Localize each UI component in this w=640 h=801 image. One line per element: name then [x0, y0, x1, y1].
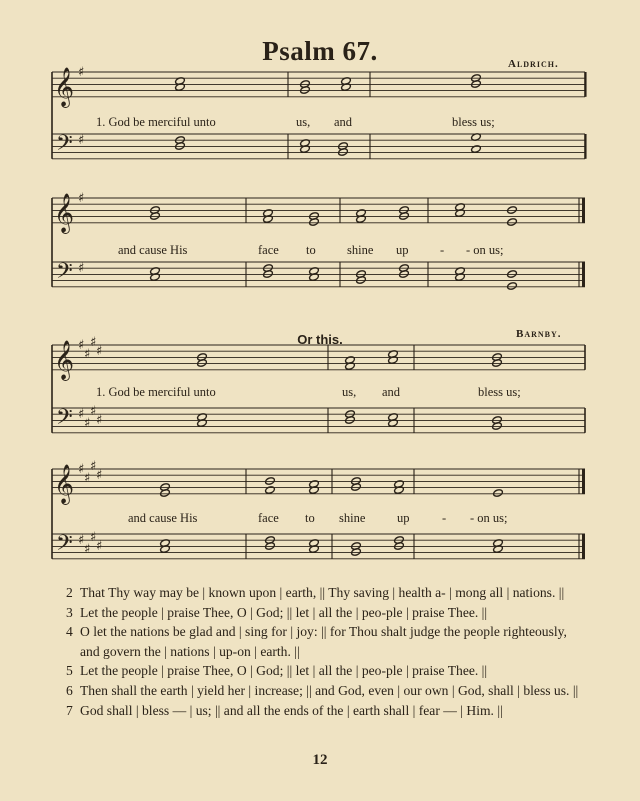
lyric-t1-l1-c: and: [334, 115, 353, 129]
sharp-icon: ♯: [78, 261, 85, 276]
lyric-t1-l2-b: face: [258, 243, 279, 257]
composer-aldrich: Aldrich.: [508, 58, 559, 70]
lyric-t2-l2-d: shine: [339, 511, 366, 525]
lyric-t1-l1-b: us,: [296, 115, 311, 129]
lyric-t2-l1-b: us,: [342, 385, 357, 399]
treble-clef-icon: 𝄞: [54, 67, 75, 107]
sharp-icon: ♯: [78, 191, 85, 206]
lyric-t1-l1-d: bless us;: [452, 115, 495, 129]
sharp-icon: ♯: [96, 468, 103, 483]
note-head: [507, 282, 518, 291]
sharp-icon: ♯: [84, 347, 91, 362]
sharp-icon: ♯: [90, 335, 97, 350]
sharp-icon: ♯: [78, 407, 85, 422]
note-head: [265, 486, 276, 495]
lyric-t1-l2-f: -: [440, 243, 445, 257]
sharp-icon: ♯: [78, 65, 85, 80]
treble-clef-icon: 𝄞: [54, 193, 75, 233]
verse-text: Then shall the earth | yield her | increase; || and God, even | our own | God, shall | bless us. ||: [80, 682, 579, 698]
sharp-icon: ♯: [84, 471, 91, 486]
lyric-t2-l1-c: and: [382, 385, 401, 399]
lyric-t2-l2-e: up: [397, 511, 410, 525]
verse-number: 6: [66, 682, 73, 698]
lyric-t2-l1-a: 1. God be merciful unto: [96, 385, 216, 399]
note-head: [507, 218, 518, 227]
page-number: 12: [312, 752, 328, 768]
verse-text: That Thy way may be | known upon | earth, || Thy saving | health a- | mong all | nations. ||: [80, 585, 565, 600]
sharp-icon: ♯: [84, 416, 91, 431]
sharp-icon: ♯: [96, 344, 103, 359]
bass-clef-icon: 𝄢: [56, 531, 73, 561]
verse-6: [66, 681, 586, 701]
treble-clef-icon: 𝄞: [54, 340, 75, 380]
sharp-icon: ♯: [90, 459, 97, 474]
sharp-icon: ♯: [90, 530, 97, 545]
note-head: [493, 489, 504, 498]
bass-clef-icon: 𝄢: [56, 259, 73, 289]
sharp-icon: ♯: [78, 338, 85, 353]
verse-2: [66, 583, 586, 603]
verse-number: 5: [66, 663, 73, 679]
verse-3: [66, 603, 586, 623]
lyric-t2-l2-a: and cause His: [128, 511, 198, 525]
sharp-icon: ♯: [78, 133, 85, 148]
sharp-icon: ♯: [78, 462, 85, 477]
alt-tune-label: Or this.: [297, 332, 343, 347]
verse-text: Let the people | praise Thee, O | God; || let | all the | peo-ple | praise Thee. ||: [80, 663, 488, 679]
verse-number: 2: [66, 585, 73, 600]
verse-7: [66, 701, 586, 721]
verse-number: 3: [66, 604, 73, 620]
lyric-t1-l1-a: 1. God be merciful unto: [96, 115, 216, 129]
verse-text: Let the people | praise Thee, O | God; || let | all the | peo-ple | praise Thee. ||: [80, 604, 488, 620]
lyric-t1-l2-c: to: [306, 243, 316, 257]
lyric-t1-l2-g: - on us;: [466, 243, 504, 257]
lyric-t2-l2-c: to: [305, 511, 315, 525]
page-title: Psalm 67.: [262, 36, 378, 66]
composer-barnby: Barnby.: [516, 328, 562, 340]
sharp-icon: ♯: [84, 542, 91, 557]
verse-number: 4: [66, 624, 73, 640]
verse-4: [66, 622, 586, 661]
note-head: [471, 145, 482, 154]
lyric-t2-l2-g: - on us;: [470, 511, 508, 525]
lyric-t1-l2-a: and cause His: [118, 243, 188, 257]
verse-text: O let the nations be glad and | sing for | joy: || for Thou shalt judge the people righteously, and govern the | nations | up-on | earth. ||: [80, 624, 567, 659]
sharp-icon: ♯: [78, 533, 85, 548]
verse-list: [66, 583, 586, 720]
lyric-t2-l1-d: bless us;: [478, 385, 521, 399]
sharp-icon: ♯: [96, 539, 103, 554]
bass-clef-icon: 𝄢: [56, 405, 73, 435]
verse-text: God shall | bless — | us; || and all the ends of the | earth shall | fear — | Him. ||: [80, 702, 503, 718]
lyric-t2-l2-b: face: [258, 511, 279, 525]
lyric-t1-l2-e: up: [396, 243, 409, 257]
verse-number: 7: [66, 702, 73, 718]
verse-5: [66, 661, 586, 681]
lyric-t2-l2-f: -: [442, 511, 447, 525]
treble-clef-icon: 𝄞: [54, 464, 75, 504]
sharp-icon: ♯: [96, 413, 103, 428]
sharp-icon: ♯: [90, 404, 97, 419]
bass-clef-icon: 𝄢: [56, 131, 73, 161]
lyric-t1-l2-d: shine: [347, 243, 374, 257]
